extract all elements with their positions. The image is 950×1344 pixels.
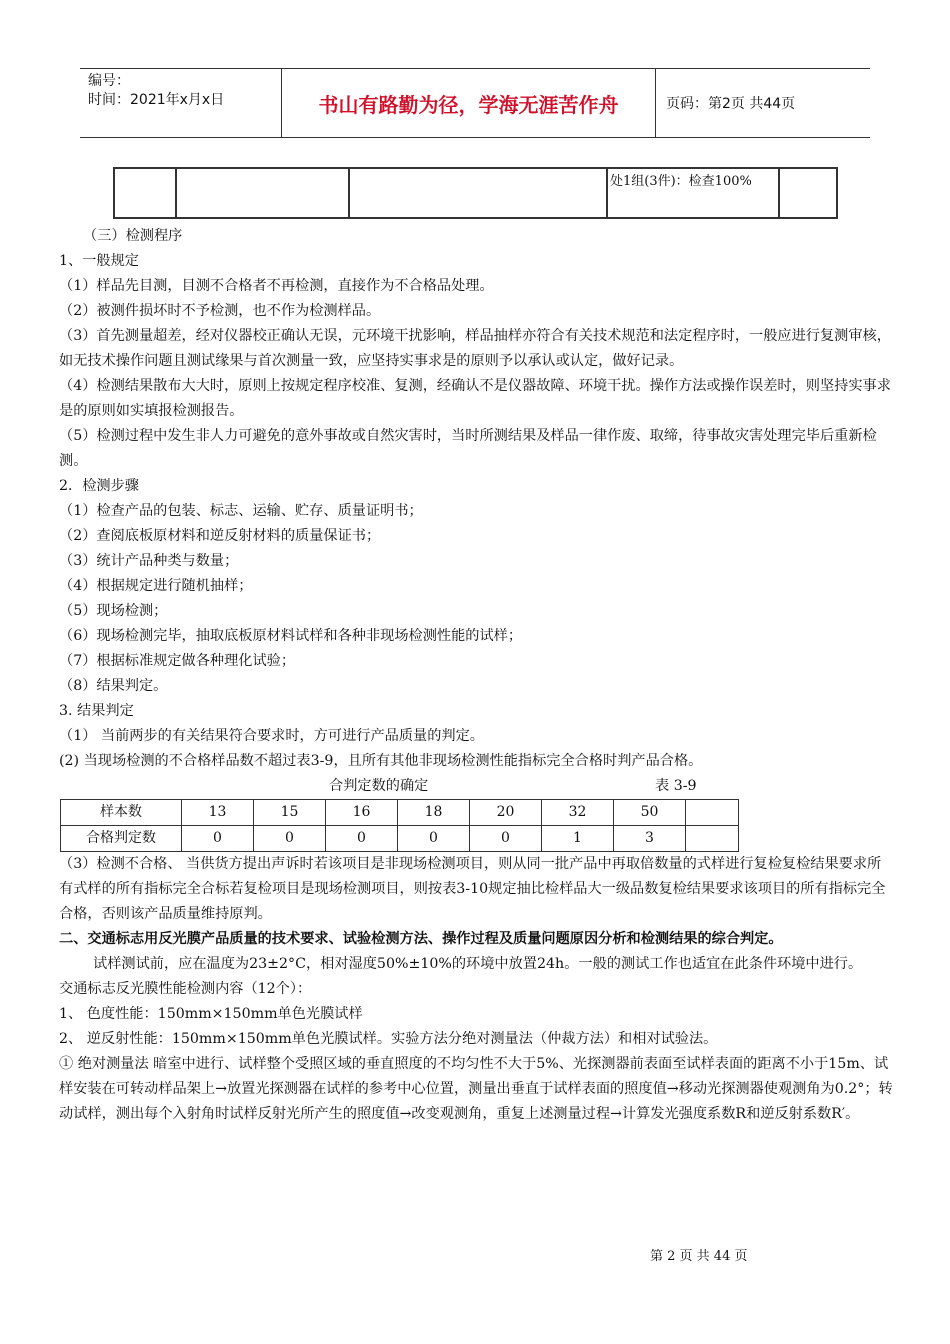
date-label: 时间：2021年x月x日 xyxy=(88,92,225,108)
table-caption-title: 合判定数的确定 xyxy=(329,778,429,794)
table-cell: 20 xyxy=(470,800,542,826)
list-item: （1）检查产品的包装、标志、运输、贮存、质量证明书； xyxy=(59,503,423,519)
list-item: （5）现场检测； xyxy=(59,603,168,619)
list-item: （1） 当前两步的有关结果符合要求时，方可进行产品质量的判定。 xyxy=(59,728,484,744)
list-item: （4）根据规定进行随机抽样； xyxy=(59,578,253,594)
list-item: （2）查阅底板原材料和逆反射材料的质量保证书； xyxy=(59,528,381,544)
table-cell: 15 xyxy=(254,800,326,826)
list-item: （3）检测不合格、 当供货方提出声诉时若该项目是非现场检测项目，则从同一批产品中再取倍数量的式样进行复检复检结果要求所有式样的所有指标完全合标若复检项目是现场检测项目，则按表3-10规定抽比检样品大一级品数复检结果要求该项目的所有指标完全合格，否则该产品质量维持原判。 xyxy=(59,856,886,922)
table-row xyxy=(61,800,739,826)
table-row xyxy=(61,826,739,852)
table-cell: 0 xyxy=(326,826,398,852)
table-cell: 3 xyxy=(614,826,686,852)
table-cell: 13 xyxy=(182,800,254,826)
list-item: (2) 当现场检测的不合格样品数不超过表3-9，且所有其他非现场检测性能指标完全合格时判产品合格。 xyxy=(59,753,703,769)
table-cell xyxy=(686,826,739,852)
page-header xyxy=(80,68,870,138)
table-cell xyxy=(349,168,607,218)
paragraph: 试样测试前，应在温度为23±2°C，相对湿度50%±10%的环境中放置24h。一般的测试工作也适宜在此条件环境中进行。 xyxy=(93,956,863,972)
page-footer: 第 2 页 共 44 页 xyxy=(650,1249,748,1264)
paragraph: 交通标志反光膜性能检测内容（12个）： xyxy=(59,981,312,997)
subsection-heading: 3. 结果判定 xyxy=(59,703,134,719)
list-item: 2、 逆反射性能：150mm×150mm单色光膜试样。实验方法分绝对测量法（仲裁方法）和相对试验法。 xyxy=(59,1031,718,1047)
list-item: （3）首先测量超差，经对仪器校正确认无误，元环境干扰影响，样品抽样亦符合有关技术规范和法定程序时，一般应进行复测审核，如无技术操作问题且测试缘果与首次测量一致，应坚持实事求是的原则予以承认或认定，做好记录。 xyxy=(59,328,891,369)
table-number: 表 3-9 xyxy=(655,778,697,794)
table-cell: 0 xyxy=(470,826,542,852)
list-item: （3）统计产品种类与数量； xyxy=(59,553,239,569)
row-label: 样本数 xyxy=(61,800,182,826)
table-caption xyxy=(59,774,895,799)
list-item: （6）现场检测完毕，抽取底板原材料试样和各种非现场检测性能的试样； xyxy=(59,628,523,644)
list-item: （4）检测结果散布大大时，原则上按规定程序校准、复测，经确认不是仪器故障、环境干扰。操作方法或操作误差时，则坚持实事求是的原则如实填报检测报告。 xyxy=(59,378,891,419)
table-cell: 18 xyxy=(398,800,470,826)
list-item: （7）根据标准规定做各种理化试验； xyxy=(59,653,296,669)
list-item: （8）结果判定。 xyxy=(59,678,168,694)
table-cell: 1 xyxy=(542,826,614,852)
number-label: 编号： xyxy=(88,73,130,89)
list-item: （2）被测件损坏时不予检测，也不作为检测样品。 xyxy=(59,303,381,319)
table-cell xyxy=(176,168,349,218)
table-row xyxy=(114,168,837,218)
table-cell: 50 xyxy=(614,800,686,826)
list-item: （1）样品先目测，目测不合格者不再检测，直接作为不合格品处理。 xyxy=(59,278,494,294)
table-cell: 0 xyxy=(182,826,254,852)
table-cell xyxy=(686,800,739,826)
table-cell: 0 xyxy=(254,826,326,852)
document-body xyxy=(59,224,895,1127)
section-title: 二、交通标志用反光膜产品质量的技术要求、试验检测方法、操作过程及质量问题原因分析和检测结果的综合判定。 xyxy=(59,931,783,947)
header-meta xyxy=(80,69,282,137)
row-label: 合格判定数 xyxy=(61,826,182,852)
header-page-label: 页码：第2页 共44页 xyxy=(666,96,796,112)
subsection-heading: 1、一般规定 xyxy=(59,253,139,269)
header-motto: 书山有路勤为径，学海无涯苦作舟 xyxy=(282,69,656,137)
judgement-table xyxy=(60,799,739,852)
table-cell: 处1组(3件)：检查100% xyxy=(607,168,779,218)
table-cell xyxy=(114,168,176,218)
subsection-heading: 2．检测步骤 xyxy=(59,478,139,494)
list-item: 1、 色度性能：150mm×150mm单色光膜试样 xyxy=(59,1006,363,1022)
list-item: ① 绝对测量法 暗室中进行、试样整个受照区域的垂直照度的不均匀性不大于5%、光探测器前表面至试样表面的距离不小于15m、试样安装在可转动样品架上→放置光探测器在试样的参考中心位置，测量出垂直于试样表面的照度值→移动光探测器使观测角为0.2°；转动试样，测出每个入射角时试样反射光所产生的照度值→改变观测角，重复上述测量过程→计算发光强度系数R和逆反射系数R′。 xyxy=(59,1056,893,1122)
table-cell: 0 xyxy=(398,826,470,852)
continued-table xyxy=(113,167,838,219)
table-cell: 32 xyxy=(542,800,614,826)
table-cell: 16 xyxy=(326,800,398,826)
table-cell xyxy=(779,168,837,218)
section-title: （三）检测程序 xyxy=(83,228,183,244)
list-item: （5）检测过程中发生非人力可避免的意外事故或自然灾害时，当时所测结果及样品一律作废、取缔，待事故灾害处理完毕后重新检测。 xyxy=(59,428,877,469)
